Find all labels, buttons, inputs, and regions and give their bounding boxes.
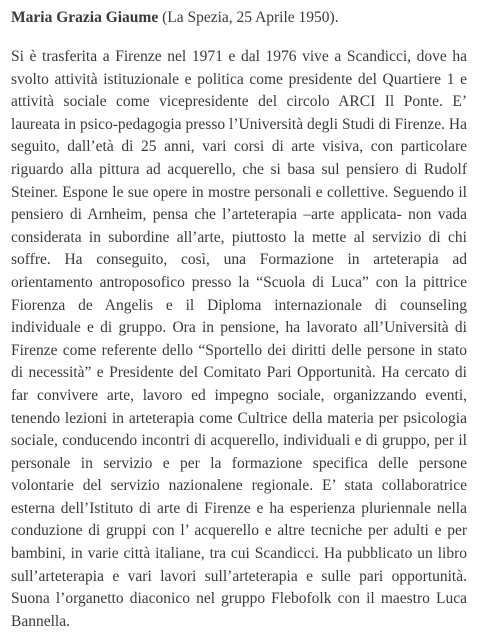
birth-info: (La Spezia, 25 Aprile 1950). — [162, 9, 339, 26]
bio-heading — [11, 7, 339, 29]
biography-paragraph: Si è trasferita a Firenze nel 1971 e dal 1976 vive a Scandicci, dove ha svolto attività istituzionale e politica come presidente del Quartiere 1 e attività sociale come vicepresidente del circolo ARCI Il Ponte. E’ laureata in psico-pedagogia presso l’Università degli Studi di Firenze. Ha seguito, dall’età di 25 anni, vari corsi di arte visiva, con particolare riguardo alla pittura ad acquerello, che si basa sul pensiero di Rudolf Steiner. Espone le sue opere in mostre personali e collettive. Seguendo il pensiero di Arnheim, pensa che l’arteterapia –arte applicata- non vada considerata in subordine all’arte, piuttosto la mette al servizio di chi soffre. Ha conseguito, così, una Formazione in arteterapia ad orientamento antroposofico presso la “Scuola di Luca” con la pittrice Fiorenza de Angelis e il Diploma internazionale di counseling individuale e di gruppo. Ora in pensione, ha lavorato all’Università di Firenze come referente dello “Sportello dei diritti delle persone in stato di necessità” e Presidente del Comitato Pari Opportunità. Ha cercato di far convivere arte, lavoro ed impegno sociale, organizzando eventi, tenendo lezioni in arteterapia come Cultrice della materia per psicologia sociale, conducendo incontri di acquerello, individuali e di gruppo, per il personale in servizio e per la formazione specifica delle persone volontarie del servizio nazionalene regionale. E’ stata collaboratrice esterna dell’Istituto di arte di Firenze e ha esperienza pluriennale nella conduzione di gruppi con l’ acquerello e altre tecniche per adulti e per bambini, in varie città italiane, tra cui Scandicci. Ha pubblicato un libro sull’arteterapia e vari lavori sull’arteterapia e sulle pari opportunità. Suona l’organetto diaconico nel gruppo Flebofolk con il maestro Luca Bannella. — [11, 48, 467, 630]
author-name: Maria Grazia Giaume — [11, 9, 159, 26]
